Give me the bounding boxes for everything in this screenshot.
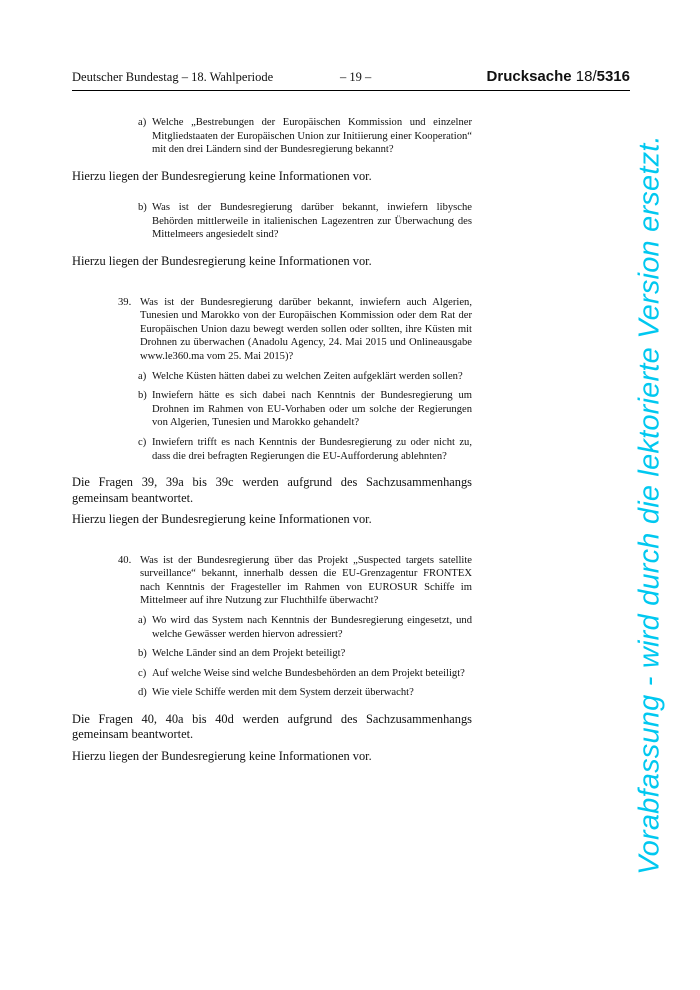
question-label: a)	[138, 370, 147, 382]
document-number-b: 5316	[596, 68, 630, 85]
question-text: Auf welche Weise sind welche Bundesbehörden an dem Projekt beteiligt?	[152, 667, 465, 679]
question-40	[118, 554, 472, 608]
page-number: – 19 –	[340, 70, 372, 84]
answer-3-intro: Die Fragen 39, 39a bis 39c werden aufgrund des Sachzusammenhangs gemeinsam beantwortet.	[72, 475, 472, 505]
question-label: b)	[138, 648, 147, 660]
question-text: Welche Küsten hätten dabei zu welchen Zeiten aufgeklärt werden sollen?	[152, 370, 463, 382]
question-label: c)	[138, 436, 147, 448]
question-label: b)	[138, 390, 147, 402]
question-39c	[138, 436, 472, 463]
draft-watermark	[610, 0, 690, 990]
question-text: Was ist der Bundesregierung über das Projekt „Suspected targets satellite surveillance“ bekannt, innerhalb dessen die EU-Grenzagentur FRONTEX nach Kenntnis der Fragesteller im Rahmen von EUROSUR Schiffe im Mittelmeer auf ihre Nutzung zur Fluchthilfe überwacht?	[140, 554, 472, 607]
question-40c	[138, 667, 472, 681]
question-39b	[138, 389, 472, 430]
question-label: b)	[138, 202, 147, 214]
question-39a	[138, 370, 472, 384]
answer-4: Hierzu liegen der Bundesregierung keine Informationen vor.	[72, 748, 372, 763]
question-40a	[138, 614, 472, 641]
document-number-a: 18/	[575, 68, 597, 85]
question-40b	[138, 647, 472, 661]
question-label: 40.	[118, 554, 132, 566]
question-label: d)	[138, 687, 147, 699]
question-text: Was ist der Bundesregierung darüber bekannt, inwiefern auch Algerien, Tunesien und Marokko von der Europäischen Kommission oder dem Rat der Europäischen Union dazu bewegt werden sollen oder sollten, ihre Küsten mit Drohnen zu überwachen (Anadolu Agency, 24. Mai 2015 und Onlineausgabe www.le360.ma vom 25. Mai 2015)?	[140, 296, 472, 362]
question-40d	[138, 686, 472, 700]
question-38a	[138, 116, 472, 157]
question-text: Was ist der Bundesregierung darüber bekannt, inwiefern libysche Behörden mittlerweile in italienischen Lagezentren zur Überwachung des Mittelmeers angesiedelt sind?	[152, 202, 472, 241]
question-label: a)	[138, 614, 147, 626]
answer-1: Hierzu liegen der Bundesregierung keine Informationen vor.	[72, 168, 372, 183]
answer-3: Hierzu liegen der Bundesregierung keine Informationen vor.	[72, 512, 372, 527]
question-38b	[138, 201, 472, 242]
page-header	[72, 70, 630, 91]
question-text: Wie viele Schiffe werden mit dem System derzeit überwacht?	[152, 687, 414, 699]
question-text: Wo wird das System nach Kenntnis der Bundesregierung eingesetzt, und welche Gewässer werden hiervon adressiert?	[152, 614, 472, 640]
answer-4-intro: Die Fragen 40, 40a bis 40d werden aufgrund des Sachzusammenhangs gemeinsam beantwortet.	[72, 711, 472, 742]
answer-2: Hierzu liegen der Bundesregierung keine Informationen vor.	[72, 254, 372, 269]
question-text: Welche Länder sind an dem Projekt beteiligt?	[152, 648, 346, 660]
question-label: 39.	[118, 296, 132, 308]
question-label: a)	[138, 117, 147, 128]
header-left: Deutscher Bundestag – 18. Wahlperiode	[72, 70, 274, 84]
document-number	[487, 68, 630, 85]
watermark-text: Vorabfassung - wird durch die lektorierte Version ersetzt.	[633, 135, 666, 875]
question-label: c)	[138, 667, 147, 679]
page-content	[72, 116, 472, 764]
question-text: Welche „Bestrebungen der Europäischen Kommission und einzelner Mitgliedstaaten der Europäischen Union zur Initiierung einer Kooperation“ mit den drei Ländern sind der Bundesregierung bekannt?	[152, 117, 472, 156]
question-text: Inwiefern trifft es nach Kenntnis der Bundesregierung zu oder nicht zu, dass die drei befragten Regierungen die EU-Aufforderung ablehnten?	[152, 436, 472, 462]
question-text: Inwiefern hätte es sich dabei nach Kenntnis der Bundesregierung um Drohnen im Rahmen von EU-Vorhaben oder um solche der Regierungen von Algerien, Tunesien und Marokko gehandelt?	[152, 390, 472, 429]
document-prefix: Drucksache	[486, 68, 576, 85]
question-39	[118, 296, 472, 364]
